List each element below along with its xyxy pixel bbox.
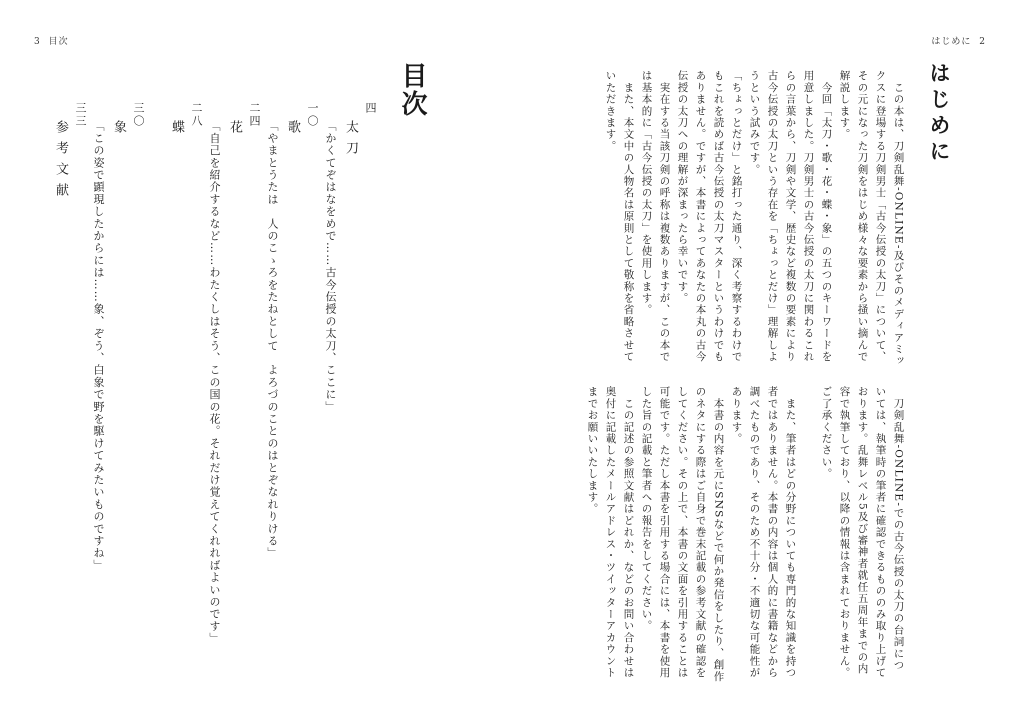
preface-line: 容で執筆しており、以降の情報は含まれておりません。 <box>838 386 851 679</box>
preface-line: 奥付に記載したメールアドレス・ツイッターアカウント <box>604 386 617 679</box>
preface-line: 者ではありません。本書の内容は個人的に書籍などから <box>766 386 779 679</box>
preface-line: この記述の参照文献はどれか、などのお問い合わせは <box>622 386 635 679</box>
preface-line: その元になった刀剣をはじめ様々な要素から掻い摘んで <box>856 70 869 363</box>
preface-line: は基本的に「古今伝授の太刀」を使用します。 <box>640 70 653 316</box>
preface-line: までお願いいたします。 <box>586 386 599 515</box>
toc-entry-name: 象 <box>111 120 126 141</box>
preface-line: ご了承ください。 <box>820 386 833 480</box>
toc-entry-quote: 「自己を紹介するなど……わたくしはそう、この国の花。それだけ覚えてくれればよいのです」 <box>208 120 221 645</box>
left-running-head <box>34 34 73 47</box>
preface-line: 本書の内容を元にSNSなどで何か発信をしたり、創作 <box>712 386 725 683</box>
preface-line: いては、執筆時の筆者に確認できるもののみ取り上げて <box>874 386 887 679</box>
toc-entry[interactable] <box>169 102 206 692</box>
right-page-number: 2 <box>979 37 986 47</box>
preface-line: 「ちょっとだけ」と銘打った通り、深く考察するわけで <box>730 70 743 363</box>
toc-entry-page: 三〇 <box>132 102 145 128</box>
toc-entry-page: 三三 <box>74 102 87 128</box>
toc-entry-page: 二八 <box>190 102 203 128</box>
preface-line: 刀剣乱舞-ONLINE-での古今伝授の太刀の台詞につ <box>892 386 905 671</box>
preface-line: 今回「太刀・歌・花・蝶・象」の五つのキーワードを <box>820 70 833 363</box>
preface-line: ありません。ですが、本書によってあなたの本丸の古今 <box>694 70 707 363</box>
toc-entry-quote: 「やまとうたは 人のこゝろをたねとして よろづのことのはとぞなれりける」 <box>266 120 279 560</box>
toc-entry[interactable] <box>208 102 264 692</box>
preface-line: クスに登場する刀剣男士「古今伝授の太刀」について、 <box>874 70 887 363</box>
toc-entry[interactable] <box>53 102 90 692</box>
preface-line: 解説します。 <box>838 70 851 141</box>
preface-line: 可能です。ただし本書を引用する場合には、本書を使用 <box>658 386 671 679</box>
toc-entry-quote: 「この姿で顕現したからには……象、ぞう、白象で野を駆けてみたいものですね」 <box>92 120 105 572</box>
left-page-number: 3 <box>34 37 41 47</box>
toc-list <box>53 102 390 702</box>
toc-entry[interactable] <box>324 102 380 692</box>
toc-entry-page: 二四 <box>248 102 261 128</box>
toc-entry[interactable] <box>266 102 322 692</box>
toc-entry-name: 参考文献 <box>53 120 68 204</box>
preface-line: この本は、刀剣乱舞-ONLINE-及びそのメディアミッ <box>892 70 905 367</box>
preface-line: してください。その上で、本書の文面を引用することは <box>676 386 689 679</box>
preface-line: もこれを読めば古今伝授の太刀マスターというわけでも <box>712 70 725 363</box>
left-running-head-title: 目次 <box>48 37 69 47</box>
preface-line: いただきます。 <box>604 70 617 152</box>
preface-line: のネタにする際はご自身で巻末記載の参考文献の確認を <box>694 386 707 679</box>
preface-line: 古今伝授の太刀という存在を「ちょっとだけ」理解しよ <box>766 70 779 363</box>
toc-entry-page: 一〇 <box>306 102 319 128</box>
preface-line: 伝授の太刀への理解が深まったら幸いです。 <box>676 70 689 304</box>
preface-body <box>586 70 908 690</box>
preface-title: はじめに <box>927 62 952 166</box>
preface-line: 調べたものであり、そのため不十分・不適切な可能性が <box>748 386 761 679</box>
right-running-head <box>931 34 990 47</box>
toc-entry-page: 四 <box>364 102 377 115</box>
preface-line: 用意しました。刀剣男士の古今伝授の太刀に関わるこれ <box>802 70 815 363</box>
preface-line: おります。乱舞レベル5及び審神者就任五周年までの内 <box>856 386 869 675</box>
toc-entry-quote: 「かくてぞはなをめで……古今伝授の太刀、ここに」 <box>324 120 337 413</box>
toc-entry-name: 花 <box>227 120 242 141</box>
right-running-head-title: はじめに <box>931 37 972 47</box>
preface-line: した旨の記載と筆者への報告をしてください。 <box>640 386 653 632</box>
toc-entry-name: 蝶 <box>169 120 184 141</box>
preface-line: あります。 <box>730 386 743 445</box>
preface-line: 実在する当該刀剣の呼称は複数ありますが、この本で <box>658 70 671 363</box>
preface-line: らの言葉から、刀剣や文学、歴史など複数の要素により <box>784 70 797 363</box>
toc-entry-name: 太刀 <box>343 120 358 162</box>
toc-entry[interactable] <box>92 102 148 692</box>
toc-entry-name: 歌 <box>285 120 300 141</box>
preface-line: うという試みです。 <box>748 70 761 176</box>
preface-line: また、本文中の人物名は原則として敬称を省略させて <box>622 70 635 363</box>
toc-title: 目次 <box>397 62 427 118</box>
preface-line: また、筆者はどの分野についても専門的な知識を持つ <box>784 386 797 679</box>
